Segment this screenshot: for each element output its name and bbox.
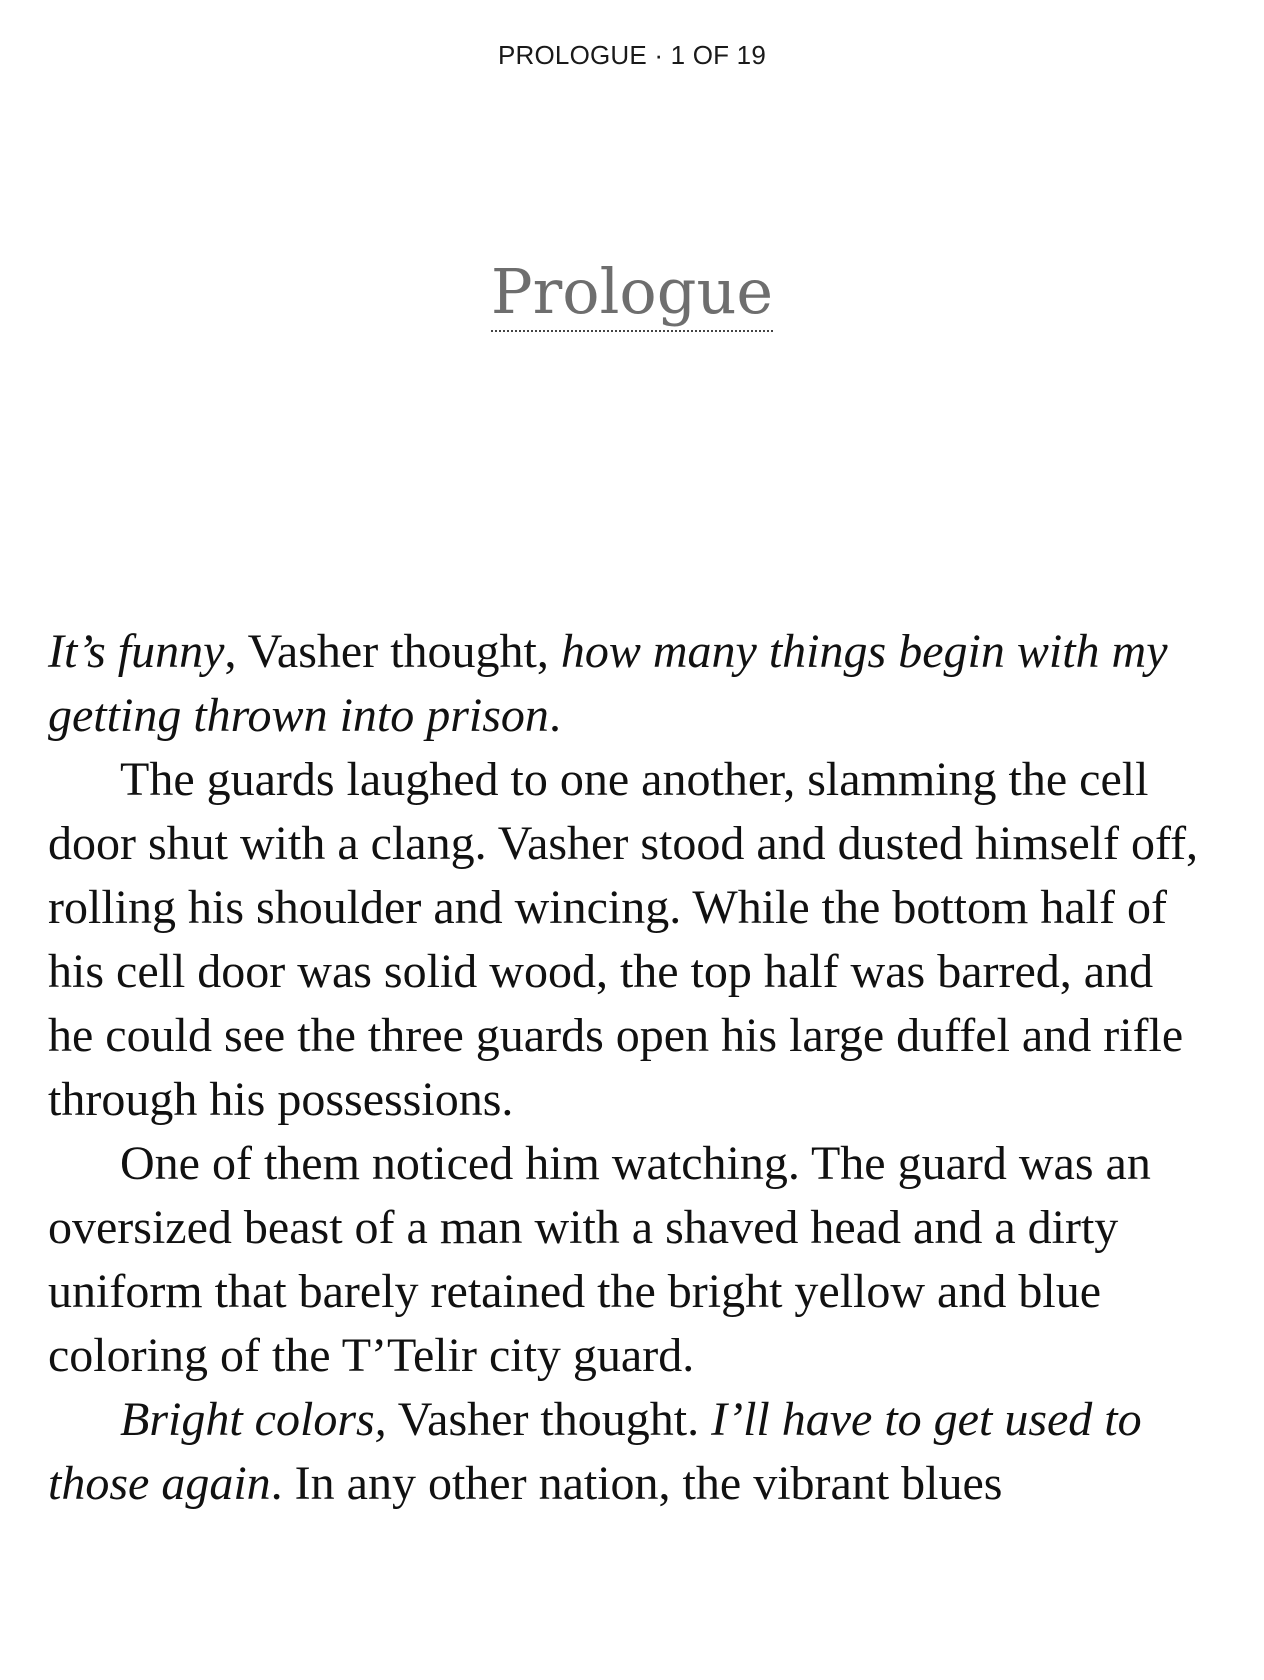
text-segment: . In any other nation, the vibrant blues	[270, 1457, 1003, 1510]
text-segment: It’s funny	[48, 625, 225, 678]
text-segment: One of them noticed him watching. The guard was an oversized beast of a man with a shaved head and a dirty uniform that barely retained the bright yellow and blue coloring of the T’Telir city guard.	[48, 1137, 1151, 1382]
chapter-label: PROLOGUE	[497, 40, 647, 70]
text-segment: how many things begin with my getting thrown into prison	[48, 625, 1168, 742]
paragraph-1	[48, 620, 1208, 748]
chapter-title-container	[0, 255, 1264, 328]
header-separator: ·	[646, 40, 671, 70]
text-segment: I’ll have to get used to those again	[48, 1393, 1142, 1510]
chapter-title-link[interactable]: Prologue	[491, 255, 773, 332]
page-indicator: 1 OF 19	[670, 40, 767, 70]
text-segment: .	[548, 689, 561, 742]
text-segment: Bright colors,	[120, 1393, 387, 1446]
text-segment: Vasher thought.	[386, 1393, 712, 1446]
chapter-progress-header	[0, 40, 1264, 71]
paragraph-2	[48, 748, 1208, 1132]
chapter-body	[48, 620, 1208, 1516]
paragraph-3	[48, 1132, 1208, 1388]
text-segment: The guards laughed to one another, slamming the cell door shut with a clang. Vasher stood and dusted himself off, rolling his shoulder and wincing. While the bottom half of his cell door was solid wood, the top half was barred, and he could see the three guards open his large duffel and rifle through his possessions.	[48, 753, 1199, 1126]
paragraph-4	[48, 1388, 1208, 1516]
text-segment: , Vasher thought,	[224, 625, 561, 678]
